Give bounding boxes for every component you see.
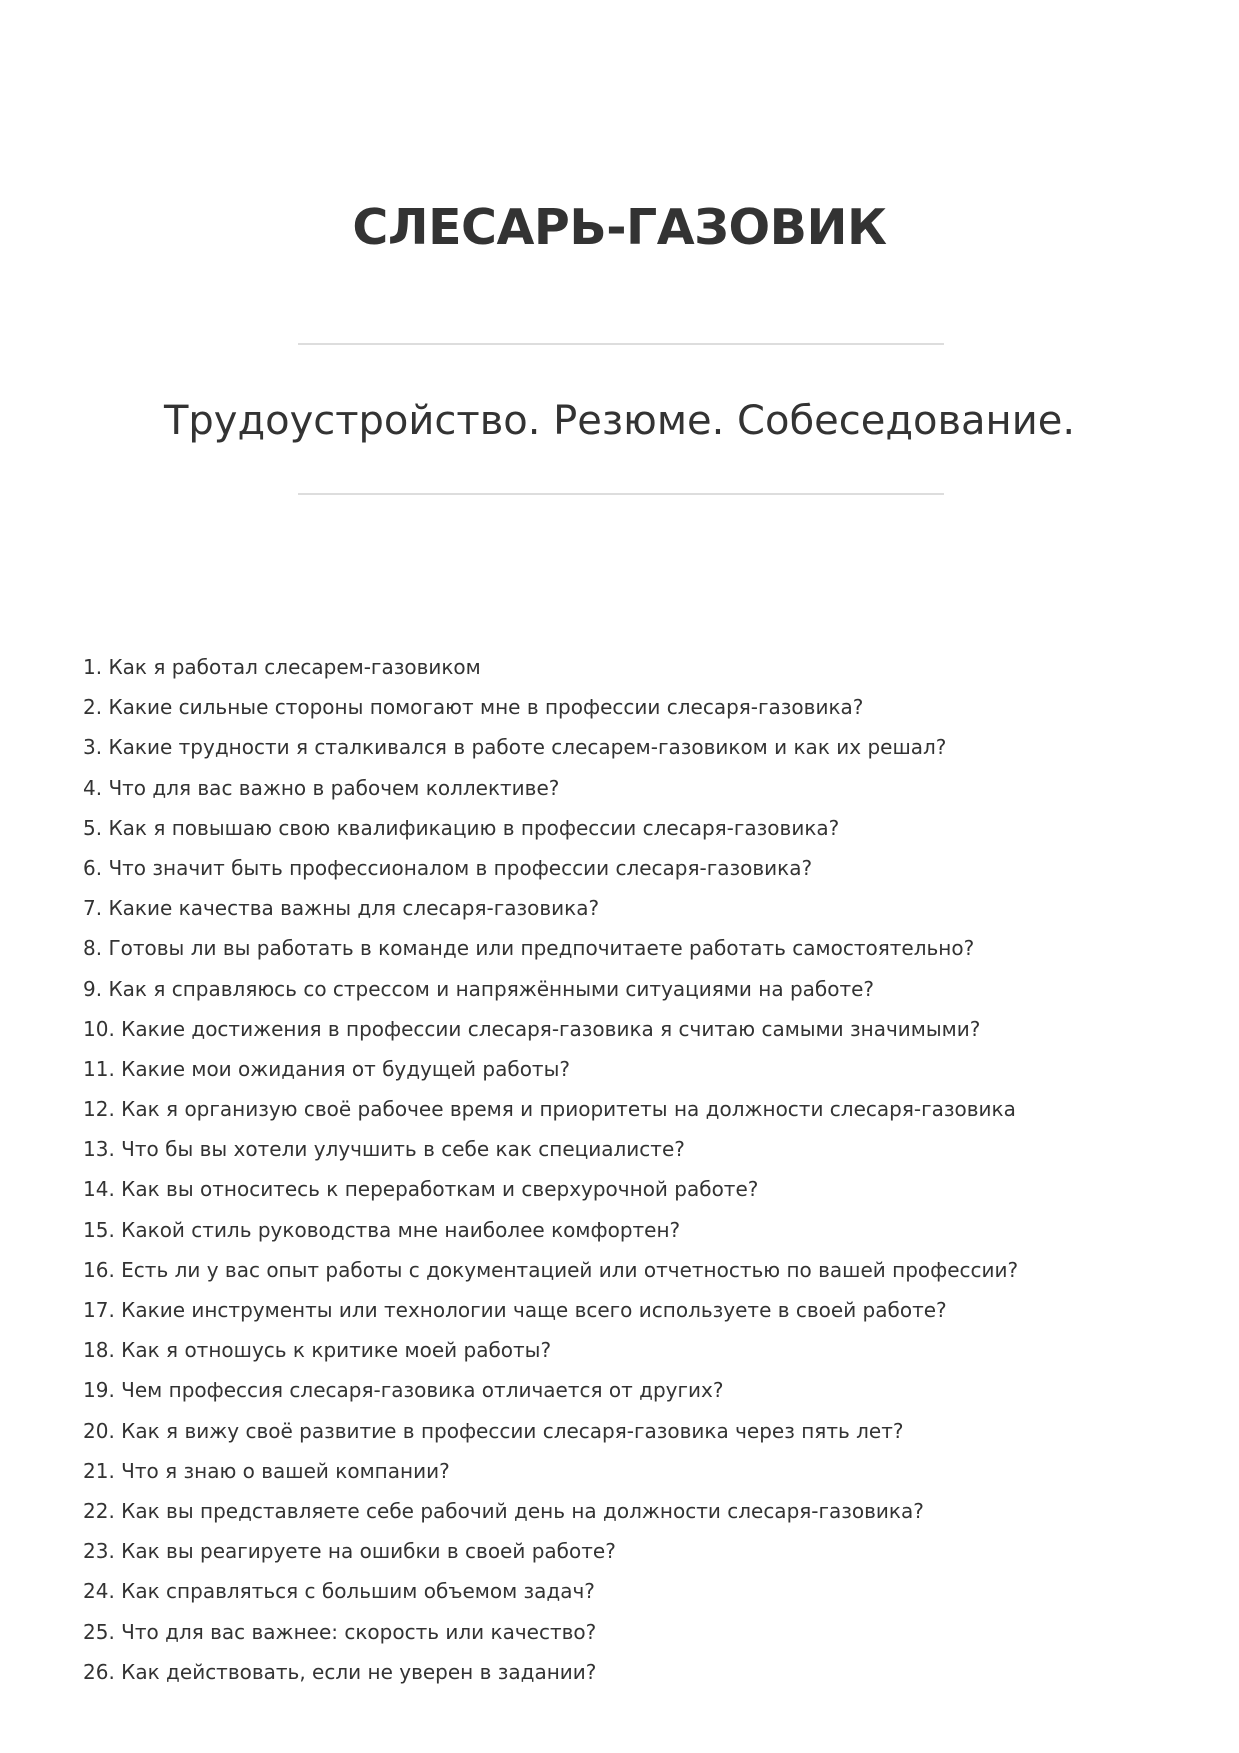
question-item: 8. Готовы ли вы работать в команде или предпочитаете работать самостоятельно?: [83, 936, 975, 961]
question-item: 7. Какие качества важны для слесаря-газовика?: [83, 896, 600, 921]
question-item: 2. Какие сильные стороны помогают мне в профессии слесаря-газовика?: [83, 695, 864, 720]
question-item: 1. Как я работал слесарем-газовиком: [83, 655, 481, 679]
page-subtitle: Трудоустройство. Резюме. Собеседование.: [163, 398, 1076, 444]
question-item: 5. Как я повышаю свою квалификацию в профессии слесаря-газовика?: [83, 815, 840, 840]
question-item: 3. Какие трудности я сталкивался в работе слесарем-газовиком и как их решал?: [83, 735, 947, 760]
question-item: 15. Какой стиль руководства мне наиболее комфортен?: [83, 1217, 681, 1242]
question-item: 21. Что я знаю о вашей компании?: [83, 1458, 450, 1483]
question-item: 4. Что для вас важно в рабочем коллективе?: [83, 775, 560, 800]
top-divider: [298, 343, 944, 345]
question-item: 13. Что бы вы хотели улучшить в себе как специалисте?: [83, 1137, 685, 1162]
question-item: 16. Есть ли у вас опыт работы с документацией или отчетностью по вашей профессии?: [83, 1257, 1019, 1282]
bottom-divider: [298, 493, 944, 495]
question-item: 11. Какие мои ожидания от будущей работы?: [83, 1056, 570, 1081]
question-item: 17. Какие инструменты или технологии чаще всего используете в своей работе?: [83, 1298, 947, 1322]
question-item: 14. Как вы относитесь к переработкам и сверхурочной работе?: [83, 1177, 759, 1202]
question-item: 6. Что значит быть профессионалом в профессии слесаря-газовика?: [83, 855, 813, 880]
questions-list: [83, 647, 1203, 1692]
question-item: 9. Как я справляюсь со стрессом и напряжёнными ситуациями на работе?: [83, 976, 875, 1001]
question-item: 22. Как вы представляете себе рабочий день на должности слесаря-газовика?: [83, 1498, 924, 1523]
question-item: 25. Что для вас важнее: скорость или качество?: [83, 1619, 597, 1644]
question-item: 18. Как я отношусь к критике моей работы?: [83, 1338, 552, 1363]
question-item: 10. Какие достижения в профессии слесаря-газовика я считаю самыми значимыми?: [83, 1016, 981, 1041]
question-item: 26. Как действовать, если не уверен в задании?: [83, 1659, 597, 1684]
question-item: 24. Как справляться с большим объемом задач?: [83, 1579, 595, 1604]
question-item: 12. Как я организую своё рабочее время и приоритеты на должности слесаря-газовика: [83, 1097, 1016, 1122]
question-item: 19. Чем профессия слесаря-газовика отличается от других?: [83, 1378, 724, 1403]
page-title: СЛЕСАРЬ-ГАЗОВИК: [352, 199, 887, 256]
question-item: 20. Как я вижу своё развитие в профессии слесаря-газовика через пять лет?: [83, 1418, 904, 1443]
question-item: 23. Как вы реагируете на ошибки в своей работе?: [83, 1539, 616, 1564]
